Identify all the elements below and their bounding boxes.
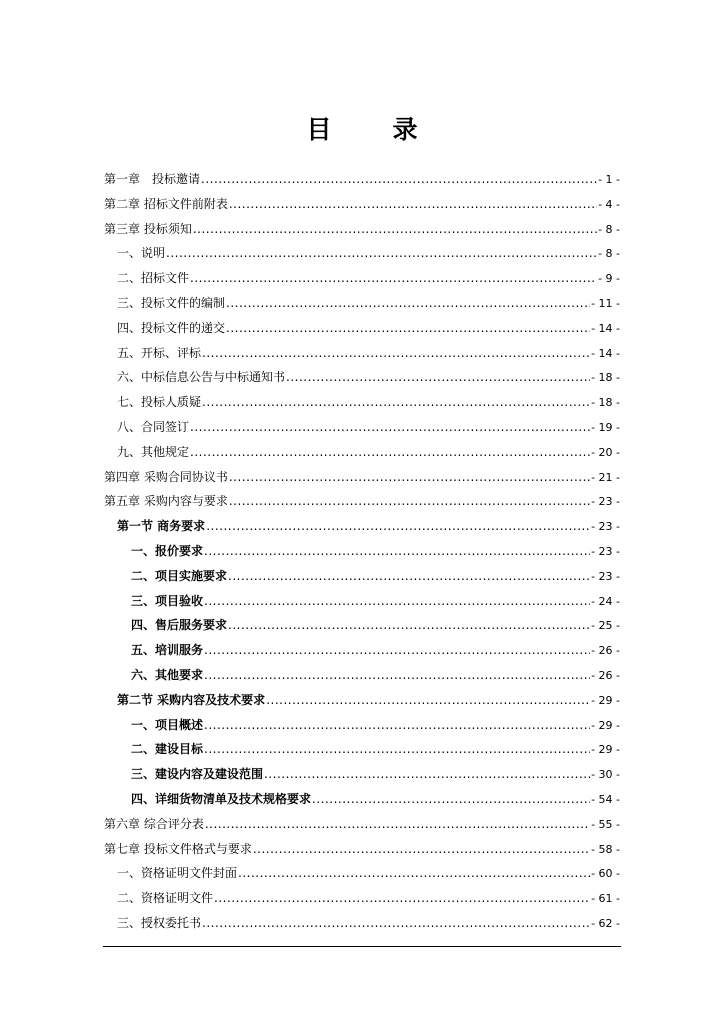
toc-entry-label: 七、投标人质疑 bbox=[117, 395, 202, 410]
toc-entry[interactable] bbox=[104, 762, 620, 787]
footer-divider bbox=[103, 946, 621, 947]
toc-entry[interactable] bbox=[104, 217, 620, 242]
toc-entry[interactable] bbox=[104, 291, 620, 316]
toc-dot-leader bbox=[204, 737, 590, 762]
toc-dot-leader bbox=[266, 688, 590, 713]
toc-entry-label: 六、中标信息公告与中标通知书 bbox=[117, 370, 286, 385]
toc-dot-leader bbox=[204, 663, 590, 688]
toc-entry[interactable] bbox=[104, 886, 620, 911]
toc-dot-leader bbox=[204, 539, 590, 564]
toc-entry[interactable] bbox=[104, 514, 620, 539]
toc-entry-label: 五、培训服务 bbox=[131, 643, 204, 658]
toc-entry-page-number: - 11 - bbox=[591, 296, 620, 310]
toc-title: 目 录 bbox=[306, 115, 436, 144]
toc-entry-page-number: - 29 - bbox=[591, 743, 620, 757]
toc-entry-page-number: - 9 - bbox=[598, 272, 620, 286]
toc-entry[interactable] bbox=[104, 341, 620, 366]
toc-entry-label: 四、售后服务要求 bbox=[131, 618, 228, 633]
toc-dot-leader bbox=[253, 837, 590, 862]
toc-entry-page-number: - 8 - bbox=[598, 222, 620, 236]
toc-entry-page-number: - 14 - bbox=[591, 346, 620, 360]
toc-entry-page-number: - 26 - bbox=[591, 668, 620, 682]
toc-entry[interactable] bbox=[104, 440, 620, 465]
toc-entry-page-number: - 8 - bbox=[598, 247, 620, 261]
toc-entry-label: 第四章 采购合同协议书 bbox=[104, 469, 228, 484]
toc-entry-page-number: - 19 - bbox=[591, 420, 620, 434]
toc-entry-label: 二、建设目标 bbox=[131, 742, 204, 757]
toc-entry[interactable] bbox=[104, 266, 620, 291]
toc-entry-label: 第一章 投标邀请 bbox=[104, 172, 201, 186]
toc-entry-page-number: - 26 - bbox=[591, 644, 620, 658]
toc-entry[interactable] bbox=[104, 837, 620, 862]
toc-entry-label: 二、项目实施要求 bbox=[131, 568, 228, 583]
toc-dot-leader bbox=[229, 192, 597, 217]
toc-entry[interactable] bbox=[104, 192, 620, 217]
toc-entry-label: 一、报价要求 bbox=[131, 543, 204, 558]
toc-dot-leader bbox=[190, 440, 590, 465]
toc-entry-page-number: - 30 - bbox=[591, 768, 620, 782]
toc-entry-label: 九、其他规定 bbox=[117, 444, 190, 459]
toc-entry-page-number: - 1 - bbox=[598, 173, 620, 186]
toc-dot-leader bbox=[166, 241, 597, 266]
toc-entry-page-number: - 23 - bbox=[591, 569, 620, 583]
toc-entry-page-number: - 25 - bbox=[591, 619, 620, 633]
toc-entry-label: 一、说明 bbox=[117, 246, 166, 261]
toc-entry[interactable] bbox=[104, 911, 620, 936]
toc-entry[interactable] bbox=[104, 713, 620, 738]
toc-dot-leader bbox=[312, 787, 590, 812]
toc-entry-page-number: - 61 - bbox=[591, 892, 620, 906]
toc-entry-label: 一、项目概述 bbox=[131, 717, 204, 732]
toc-entry-page-number: - 29 - bbox=[591, 693, 620, 707]
toc-dot-leader bbox=[206, 514, 590, 539]
toc-entry-page-number: - 62 - bbox=[591, 916, 620, 930]
toc-entry-page-number: - 20 - bbox=[591, 445, 620, 459]
toc-dot-leader bbox=[229, 489, 590, 514]
toc-entry-label: 第三章 投标须知 bbox=[104, 221, 192, 236]
toc-entry-label: 二、招标文件 bbox=[117, 271, 190, 286]
toc-dot-leader bbox=[229, 465, 590, 490]
toc-entry[interactable] bbox=[104, 589, 620, 614]
toc-entry-label: 三、授权委托书 bbox=[117, 915, 202, 930]
toc-entry[interactable] bbox=[104, 787, 620, 812]
toc-entry[interactable] bbox=[104, 688, 620, 713]
toc-entry-page-number: - 58 - bbox=[591, 842, 620, 856]
toc-dot-leader bbox=[228, 564, 590, 589]
toc-entry-label: 五、开标、评标 bbox=[117, 345, 202, 360]
toc-entry-label: 三、建设内容及建设范围 bbox=[131, 767, 264, 782]
toc-entry-label: 第六章 综合评分表 bbox=[104, 816, 204, 831]
toc-dot-leader bbox=[228, 613, 590, 638]
toc-entry-page-number: - 23 - bbox=[591, 520, 620, 534]
toc-entry[interactable] bbox=[104, 564, 620, 589]
toc-entry-label: 第一节 商务要求 bbox=[117, 519, 206, 534]
toc-entry-page-number: - 54 - bbox=[591, 792, 620, 806]
toc-entry-label: 二、资格证明文件 bbox=[117, 891, 214, 906]
toc-entry-page-number: - 21 - bbox=[591, 470, 620, 484]
toc-dot-leader bbox=[193, 217, 597, 242]
toc-entry[interactable] bbox=[104, 613, 620, 638]
toc-entry-page-number: - 55 - bbox=[591, 817, 620, 831]
toc-dot-leader bbox=[204, 713, 590, 738]
toc-entry-label: 第七章 投标文件格式与要求 bbox=[104, 841, 252, 856]
toc-entry-label: 三、投标文件的编制 bbox=[117, 295, 226, 310]
toc-entry[interactable] bbox=[104, 241, 620, 266]
toc-entry-label: 四、投标文件的递交 bbox=[117, 320, 226, 335]
toc-entry-label: 六、其他要求 bbox=[131, 667, 204, 682]
toc-dot-leader bbox=[238, 861, 590, 886]
toc-entry-page-number: - 14 - bbox=[591, 321, 620, 335]
toc-entry[interactable] bbox=[104, 489, 620, 514]
toc-entry[interactable] bbox=[104, 316, 620, 341]
toc-entry[interactable] bbox=[104, 365, 620, 390]
toc-entry[interactable] bbox=[104, 638, 620, 663]
toc-entry-label: 八、合同签订 bbox=[117, 419, 190, 434]
toc-entry[interactable] bbox=[104, 390, 620, 415]
toc-entry-label: 第五章 采购内容与要求 bbox=[104, 494, 228, 509]
toc-entry-label: 四、详细货物清单及技术规格要求 bbox=[131, 791, 312, 806]
toc-entry-page-number: - 23 - bbox=[591, 544, 620, 558]
toc-entry[interactable] bbox=[104, 167, 620, 192]
toc-dot-leader bbox=[204, 589, 590, 614]
toc-dot-leader bbox=[264, 762, 590, 787]
toc-dot-leader bbox=[202, 390, 590, 415]
toc-entry[interactable] bbox=[104, 812, 620, 837]
toc-entry-label: 第二节 采购内容及技术要求 bbox=[117, 692, 266, 707]
toc-entry[interactable] bbox=[104, 415, 620, 440]
toc-entry-page-number: - 60 - bbox=[591, 867, 620, 881]
toc-dot-leader bbox=[226, 291, 590, 316]
toc-entry-label: 三、项目验收 bbox=[131, 593, 204, 608]
toc-entry[interactable] bbox=[104, 465, 620, 490]
toc-entry-page-number: - 23 - bbox=[591, 495, 620, 509]
toc-dot-leader bbox=[214, 886, 590, 911]
toc-dot-leader bbox=[204, 638, 590, 663]
toc-dot-leader bbox=[286, 365, 590, 390]
toc-dot-leader bbox=[190, 266, 597, 291]
toc-entry[interactable] bbox=[104, 861, 620, 886]
toc-entry-label: 第二章 招标文件前附表 bbox=[104, 196, 228, 211]
toc-entry-page-number: - 29 - bbox=[591, 718, 620, 732]
toc-dot-leader bbox=[201, 167, 597, 192]
toc-entry-page-number: - 18 - bbox=[591, 396, 620, 410]
toc-entry-page-number: - 18 - bbox=[591, 371, 620, 385]
toc-entry-label: 一、资格证明文件封面 bbox=[117, 866, 238, 881]
toc-dot-leader bbox=[226, 316, 590, 341]
toc-entry-page-number: - 24 - bbox=[591, 594, 620, 608]
toc-dot-leader bbox=[202, 341, 590, 366]
toc-entry-page-number: - 4 - bbox=[598, 197, 620, 211]
toc-dot-leader bbox=[190, 415, 590, 440]
toc-dot-leader bbox=[202, 911, 590, 936]
toc-entry[interactable] bbox=[104, 663, 620, 688]
table-of-contents bbox=[104, 167, 620, 936]
toc-entry[interactable] bbox=[104, 539, 620, 564]
toc-entry[interactable] bbox=[104, 737, 620, 762]
toc-dot-leader bbox=[205, 812, 590, 837]
